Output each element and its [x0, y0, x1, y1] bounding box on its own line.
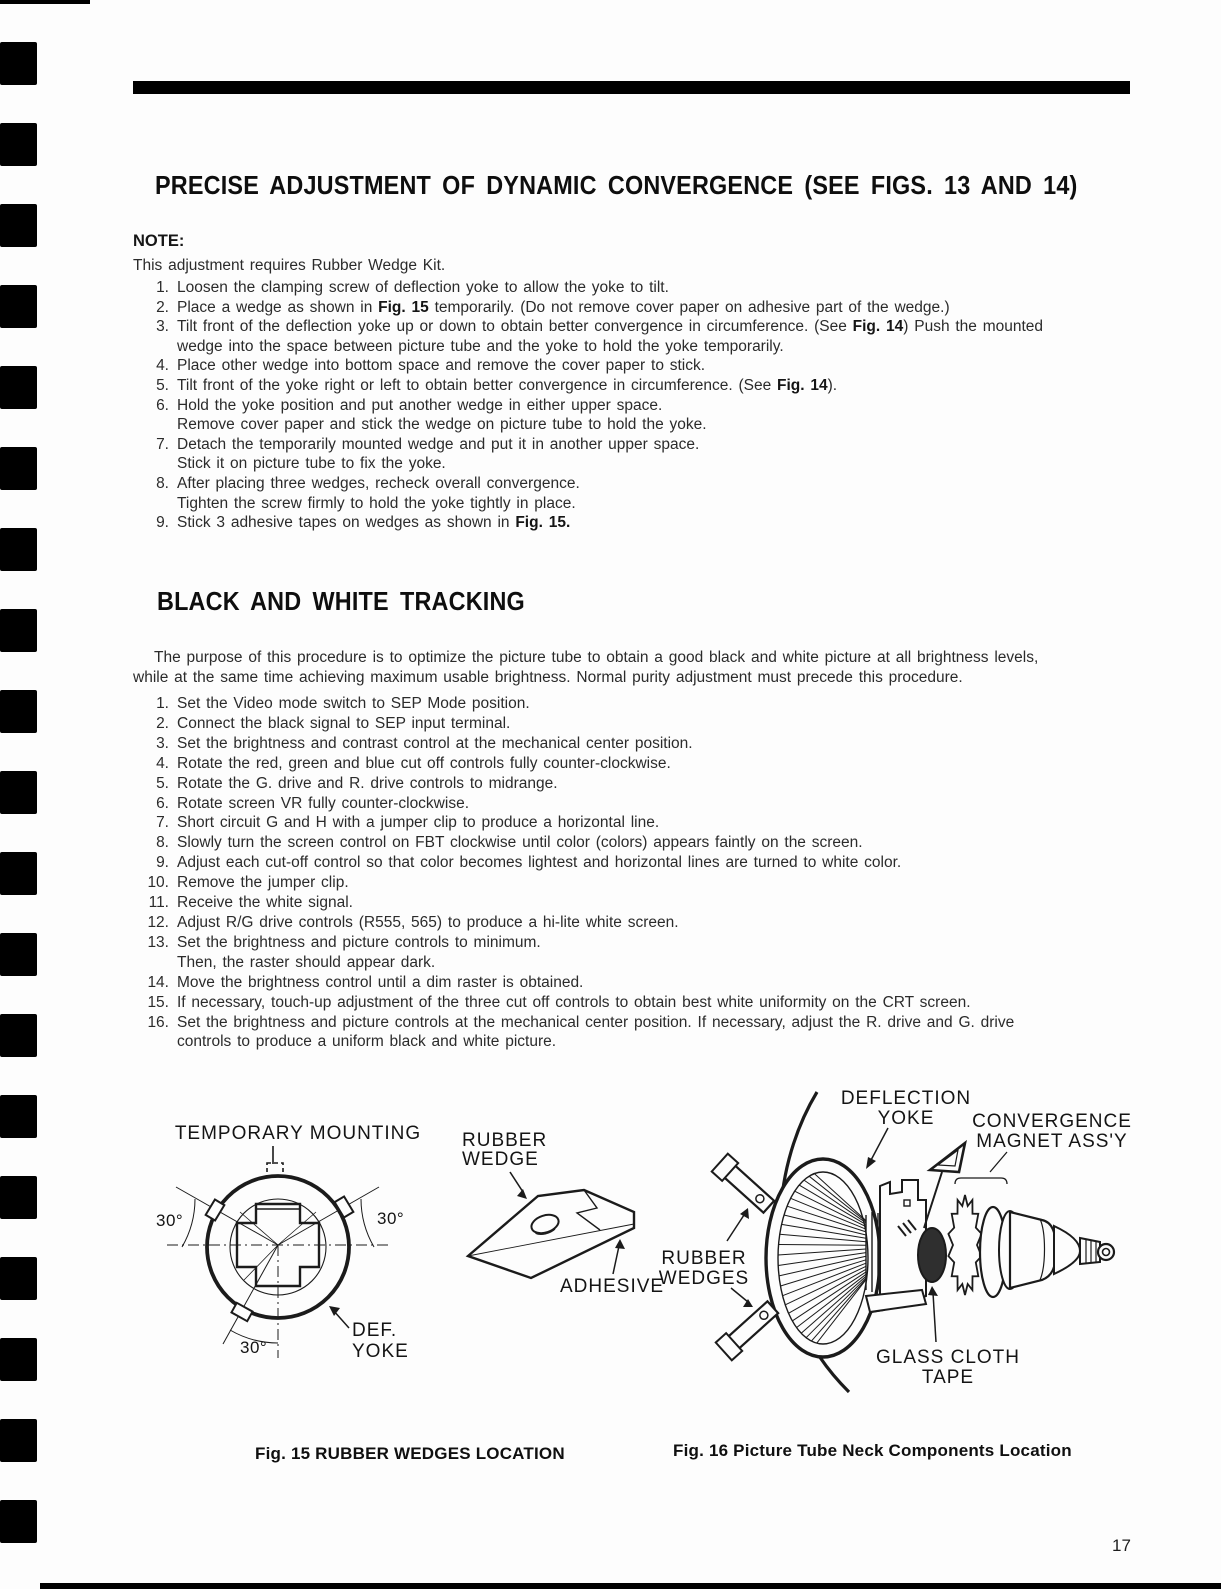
adhesive-label: ADHESIVE — [560, 1276, 665, 1297]
binding-hole — [0, 285, 37, 328]
fig16-caption: Fig. 16 Picture Tube Neck Components Location — [673, 1441, 1072, 1460]
def-yoke-label: YOKE — [352, 1341, 409, 1362]
procedure-step-line: 14. Move the brightness control until a dim raster is obtained. — [147, 973, 584, 991]
binding-hole — [0, 1257, 37, 1300]
rubber-wedge-label: WEDGE — [462, 1149, 539, 1170]
binding-hole — [0, 1419, 37, 1462]
angle-left-label: 30° — [156, 1211, 184, 1230]
binding-hole — [0, 1500, 37, 1543]
procedure-step-line: 7. Detach the temporarily mounted wedge and put it in another upper space. — [156, 435, 700, 453]
convergence-magnet-label: CONVERGENCE — [972, 1111, 1132, 1132]
rubber-wedge-label: RUBBER — [462, 1130, 548, 1151]
procedure-step-line: 7. Short circuit G and H with a jumper clip to produce a horizontal line. — [156, 814, 660, 832]
scan-bottom-edge-mark — [40, 1583, 1221, 1589]
fig15-drawing — [156, 1123, 421, 1362]
procedure-step-line: 8. Slowly turn the screen control on FBT clockwise until color (colors) appears faintly on the screen. — [156, 834, 863, 852]
procedure-step-line: controls to produce a uniform black and white picture. — [177, 1033, 557, 1051]
binding-hole — [0, 204, 37, 247]
fig16-drawing — [659, 1088, 1132, 1392]
procedure-step-line: 4. Rotate the red, green and blue cut off controls fully counter-clockwise. — [156, 754, 671, 772]
page-title: PRECISE ADJUSTMENT OF DYNAMIC CONVERGENCE (SEE FIGS. 13 AND 14) — [155, 170, 1078, 200]
procedure-step-line: 13. Set the brightness and picture controls to minimum. — [147, 933, 541, 951]
binding-hole — [0, 1338, 37, 1381]
procedure-step-line: 2. Place a wedge as shown in Fig. 15 temporarily. (Do not remove cover paper on adhesive part of the wedge.) — [156, 298, 950, 316]
glass-cloth-tape-label: GLASS CLOTH — [875, 1347, 1021, 1368]
procedure-step-line: 5. Tilt front of the yoke right or left to obtain better convergence in circumference. (See Fig. 14). — [156, 376, 838, 394]
angle-bottom-label: 30° — [240, 1338, 268, 1357]
tracking-intro — [133, 648, 1038, 688]
procedure-step-line: 4. Place other wedge into bottom space and remove the cover paper to stick. — [156, 357, 706, 375]
note-text: This adjustment requires Rubber Wedge Kit. — [133, 257, 446, 274]
binding-hole — [0, 1095, 37, 1138]
temporary-mounting-label: TEMPORARY MOUNTING — [174, 1123, 422, 1144]
binding-hole — [0, 771, 37, 814]
section-heading: BLACK AND WHITE TRACKING — [157, 586, 525, 616]
procedure-step-line: 10. Remove the jumper clip. — [147, 874, 349, 892]
fig15-caption: Fig. 15 RUBBER WEDGES LOCATION — [255, 1444, 565, 1463]
page-number: 17 — [1112, 1536, 1131, 1555]
procedure-step-line: 6. Hold the yoke position and put another wedge in either upper space. — [156, 396, 663, 414]
procedure-step-line: 1. Loosen the clamping screw of deflection yoke to allow the yoke to tilt. — [156, 279, 669, 296]
angle-right-label: 30° — [377, 1209, 405, 1228]
intro-line: while at the same time achieving maximum usable brightness. Normal purity adjustment must precede this procedure. — [133, 669, 963, 687]
procedure-step-line: 6. Rotate screen VR fully counter-clockwise. — [156, 794, 470, 812]
binding-hole — [0, 933, 37, 976]
note-label: NOTE: — [133, 232, 185, 250]
tracking-procedure-list — [133, 694, 1014, 1052]
procedure-step-line: Tighten the screw firmly to hold the yoke tightly in place. — [177, 494, 576, 512]
procedure-step-line: Then, the raster should appear dark. — [177, 953, 436, 971]
procedure-step-line: Stick it on picture tube to fix the yoke. — [177, 455, 446, 473]
rubber-wedges-label: RUBBER — [661, 1248, 747, 1269]
procedure-step-line: 9. Stick 3 adhesive tapes on wedges as shown in Fig. 15. — [156, 514, 571, 532]
rubber-wedges-label: WEDGES — [658, 1268, 750, 1289]
procedure-step-line: 15. If necessary, touch-up adjustment of the three cut off controls to obtain best white uniformity on the CRT screen. — [147, 993, 971, 1011]
glass-cloth-tape-label: TAPE — [921, 1367, 975, 1388]
procedure-step-line: 12. Adjust R/G drive controls (R555, 565) to produce a hi-lite white screen. — [147, 913, 679, 931]
binding-hole — [0, 1014, 37, 1057]
convergence-magnet-label: MAGNET ASS'Y — [976, 1131, 1128, 1152]
figures-illustration — [130, 1080, 1170, 1400]
binding-hole — [0, 528, 37, 571]
binding-hole — [0, 690, 37, 733]
scan-top-edge-mark — [0, 0, 90, 4]
binding-hole — [0, 123, 37, 166]
procedure-step-line: Remove cover paper and stick the wedge on picture tube to hold the yoke. — [177, 416, 707, 434]
procedure-step-line: 16. Set the brightness and picture controls at the mechanical center position. If necessary, adjust the R. drive and G. drive — [147, 1013, 1015, 1031]
procedure-step-line: 11. Receive the white signal. — [148, 894, 353, 912]
binding-hole — [0, 852, 37, 895]
binding-hole — [0, 609, 37, 652]
binding-hole — [0, 1176, 37, 1219]
intro-line: The purpose of this procedure is to optimize the picture tube to obtain a good black and white picture at all brightness levels, — [154, 649, 1039, 666]
procedure-step-line: 8. After placing three wedges, recheck overall convergence. — [156, 474, 580, 492]
binding-hole — [0, 447, 37, 490]
binding-hole — [0, 42, 37, 85]
procedure-step-line: 2. Connect the black signal to SEP input terminal. — [156, 714, 511, 732]
convergence-procedure-list — [133, 278, 1043, 533]
header-rule — [133, 81, 1130, 94]
procedure-step-line: 3. Set the brightness and contrast control at the mechanical center position. — [156, 734, 693, 752]
procedure-step-line: 1. Set the Video mode switch to SEP Mode position. — [156, 695, 530, 712]
procedure-step-line: wedge into the space between picture tube and the yoke to hold the yoke temporarily. — [177, 337, 784, 355]
rubber-wedge-drawing — [462, 1130, 664, 1297]
procedure-step-line: 5. Rotate the G. drive and R. drive controls to midrange. — [156, 774, 558, 792]
binding-hole — [0, 366, 37, 409]
deflection-yoke-label: DEFLECTION — [840, 1088, 972, 1109]
procedure-step-line: 3. Tilt front of the deflection yoke up or down to obtain better convergence in circumference. (See Fig. 14) Push the mounted — [156, 318, 1044, 336]
deflection-yoke-label: YOKE — [877, 1108, 935, 1129]
def-yoke-label: DEF. — [352, 1320, 398, 1341]
procedure-step-line: 9. Adjust each cut-off control so that color becomes lightest and horizontal lines are turned to white color. — [156, 854, 902, 872]
